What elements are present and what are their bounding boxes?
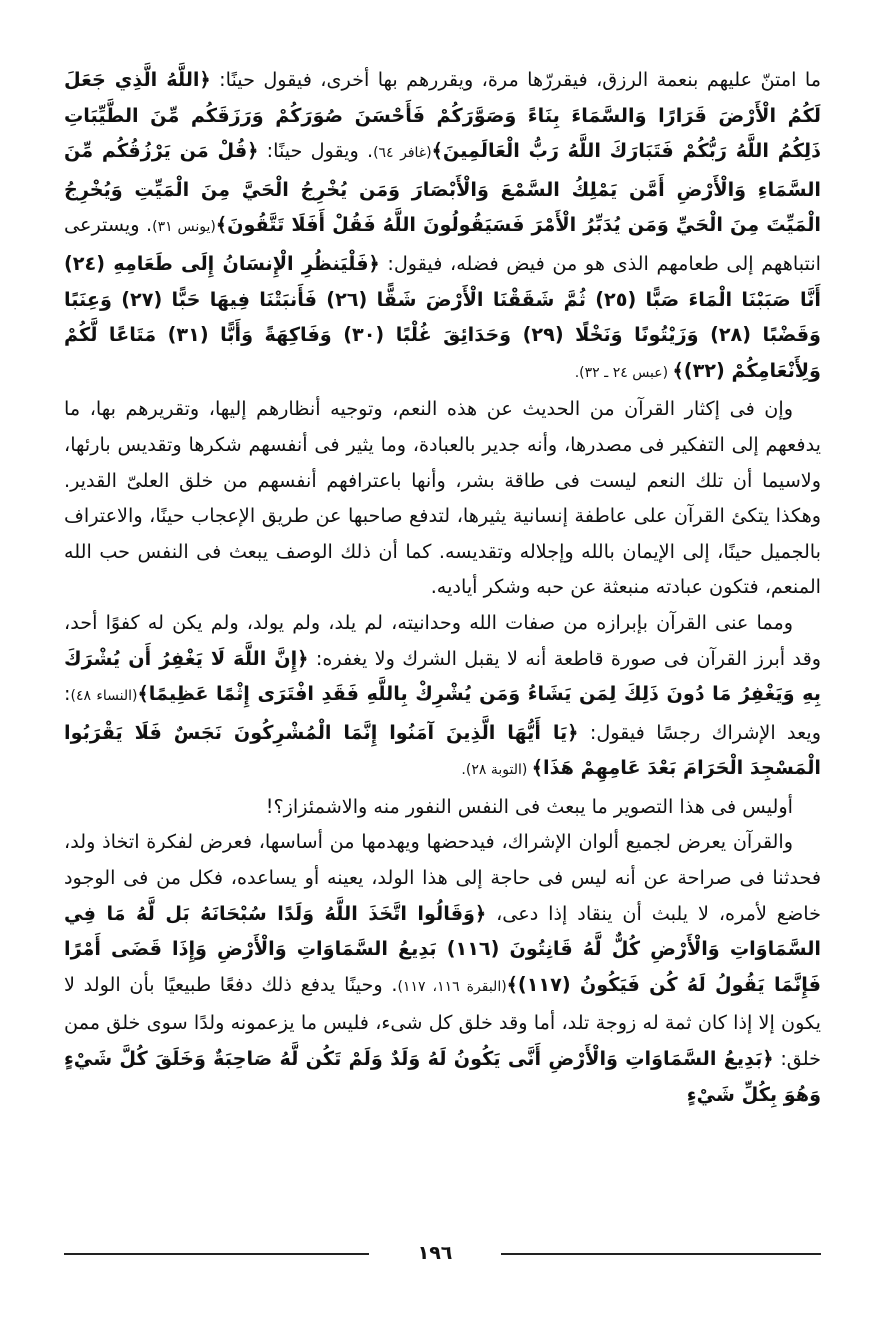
footer-rule-left [64, 1253, 369, 1255]
body-text-segment: . وحينًا يدفع ذلك دفعًا طبيعيًا بأن الولد لا يكون إلا إذا كان ثمة له زوجة تلد، أما وقد خلق كل شىء، فليس ما يزعمونه ولدًا سوى خلق ممن خلق: [64, 972, 821, 1071]
quran-verse: ﴿فَلْيَنظُرِ الْإِنسَانُ إِلَى طَعَامِهِ (٢٤) أَنَّا صَبَبْنَا الْمَاءَ صَبًّا (٢٥) ثُمَّ شَقَقْنَا الْأَرْضَ شَقًّا (٢٦) فَأَنبَتْنَا فِيهَا حَبًّا (٢٧) وَعِنَبًا وَقَضْبًا (٢٨) وَزَيْتُونًا وَنَخْلًا (٢٩) وَحَدَائِقَ غُلْبًا (٣٠) وَفَاكِهَةً وَأَبًّا (٣١) مَتَاعًا لَّكُمْ وَلِأَنْعَامِكُمْ (٣٢)﴾ [64, 251, 821, 382]
body-text-segment: أوليس فى هذا التصوير ما يبعث فى النفس النفور منه والاشمئزاز؟! [265, 794, 793, 818]
page-number: ١٩٦ [417, 1242, 453, 1264]
quran-verse: ﴿وَقَالُوا اتَّخَذَ اللَّهُ وَلَدًا سُبْحَانَهُ بَل لَّهُ مَا فِي السَّمَاوَاتِ وَالْأَرْضِ كُلٌّ لَّهُ قَانِتُونَ (١١٦) بَدِيعُ السَّمَاوَاتِ وَالْأَرْضِ وَإِذَا قَضَى أَمْرًا فَإِنَّمَا يَقُولُ لَهُ كُن فَيَكُونُ (١١٧)﴾ [64, 901, 821, 996]
verse-reference: (عبس ٢٤ ـ ٣٢). [574, 364, 673, 381]
body-text-segment: : ويعد الإشراك رجسًا فيقول: [64, 682, 821, 744]
body-text-segment: ومما عنى القرآن بإبرازه من صفات الله وحدانيته، لم يلد، ولم يولد، ولم يكن له كفوًا أحد، وقد أبرز القرآن فى صورة قاطعة أنه لا يقبل الشرك ولا يغفره: [64, 610, 822, 670]
verse-reference: (التوبة ٢٨). [461, 762, 532, 779]
paragraph [64, 789, 821, 825]
quran-verse: ﴿إِنَّ اللَّهَ لَا يَغْفِرُ أَن يُشْرَكَ بِهِ وَيَغْفِرُ مَا دُونَ ذَلِكَ لِمَن يَشَاءُ وَمَن يُشْرِكْ بِاللَّهِ فَقَدِ افْتَرَى إِثْمًا عَظِيمًا﴾ [64, 646, 821, 706]
quran-verse: ﴿اللَّهُ الَّذِي جَعَلَ لَكُمُ الْأَرْضَ قَرَارًا وَالسَّمَاءَ بِنَاءً وَصَوَّرَكُمْ فَأَحْسَنَ صُوَرَكُمْ وَرَزَقَكُم مِّنَ الطَّيِّبَاتِ ذَلِكُمُ اللَّهُ رَبُّكُمْ فَتَبَارَكَ اللَّهُ رَبُّ الْعَالَمِينَ﴾ [64, 68, 821, 163]
paragraph [64, 824, 821, 1112]
verse-reference: (النساء ٤٨) [70, 688, 138, 705]
quran-verse: ﴿يَا أَيُّهَا الَّذِينَ آمَنُوا إِنَّمَا الْمُشْرِكُونَ نَجَسٌ فَلَا يَقْرَبُوا الْمَسْجِدَ الْحَرَامَ بَعْدَ عَامِهِمْ هَذَا﴾ [64, 720, 821, 780]
page-footer [64, 1240, 821, 1266]
body-text [64, 62, 821, 1112]
verse-reference: (البقرة ١١٦، ١١٧) [397, 978, 507, 995]
body-text-segment: ما امتنّ عليهم بنعمة الرزق، فيقررّها مرة، ويقررهم بها أخرى، فيقول حينًا: [210, 68, 822, 91]
verse-reference: (يونس ٣١) [152, 219, 216, 236]
body-text-segment: . ويقول حينًا: [258, 139, 374, 163]
paragraph [64, 62, 821, 391]
quran-verse: ﴿قُلْ مَن يَرْزُقُكُم مِّنَ السَّمَاءِ وَالْأَرْضِ أَمَّن يَمْلِكُ السَّمْعَ وَالْأَبْصَارَ وَمَن يُخْرِجُ الْحَيَّ مِنَ الْمَيِّتِ وَيُخْرِجُ الْمَيِّتَ مِنَ الْحَيِّ وَمَن يُدَبِّرُ الْأَمْرَ فَسَيَقُولُونَ اللَّهُ فَقُلْ أَفَلَا تَتَّقُونَ﴾ [64, 139, 821, 237]
body-text-segment: . ويسترعى انتباههم إلى طعامهم الذى هو من فيض فضله، فيقول: [64, 213, 821, 275]
body-text-segment: وإن فى إكثار القرآن من الحديث عن هذه النعم، وتوجيه أنظارهم إليها، وتقريرهم بها، ما يدفعهم إلى التفكير فى مصدرها، وأنه جدير بالعبادة، وما يثير فى أنفسهم شكرها وتقديس بارئها، ولاسيما أن تلك النعم ليست فى طاقة بشر، وأنها باعترافهم أنفسهم من خلق العلىّ القدير. وهكذا يتكئ القرآن على عاطفة إنسانية يثيرها، لتدفع صاحبها عن طريق الإعجاب حينًا، والاعتراف بالجميل حينًا، إلى الإيمان بالله وإجلاله وتقديسه. كما أن ذلك الوصف يبعث فى النفس حب الله المنعم، فتكون عبادته منبعثة عن حبه وشكر أياديه. [64, 397, 821, 599]
quran-verse: ﴿بَدِيعُ السَّمَاوَاتِ وَالْأَرْضِ أَنَّى يَكُونُ لَهُ وَلَدٌ وَلَمْ تَكُن لَّهُ صَاحِبَةٌ وَخَلَقَ كُلَّ شَيْءٍ وَهُوَ بِكُلِّ شَيْءٍ [64, 1047, 821, 1106]
footer-rule-right [501, 1253, 821, 1255]
paragraph [64, 605, 821, 789]
paragraph [64, 391, 821, 605]
verse-reference: (غافر ٦٤) [373, 145, 432, 162]
body-text-segment: والقرآن يعرض لجميع ألوان الإشراك، فيدحضها ويهدمها من أساسها، فعرض لفكرة اتخاذ ولد، فحدثنا فى صراحة عن أنه ليس فى حاجة إلى هذا الولد، يعينه أو يساعده، فكل من فى الوجود خاضع لأمره، لا يلبث أن ينقاد إذا دعى، [64, 830, 821, 925]
